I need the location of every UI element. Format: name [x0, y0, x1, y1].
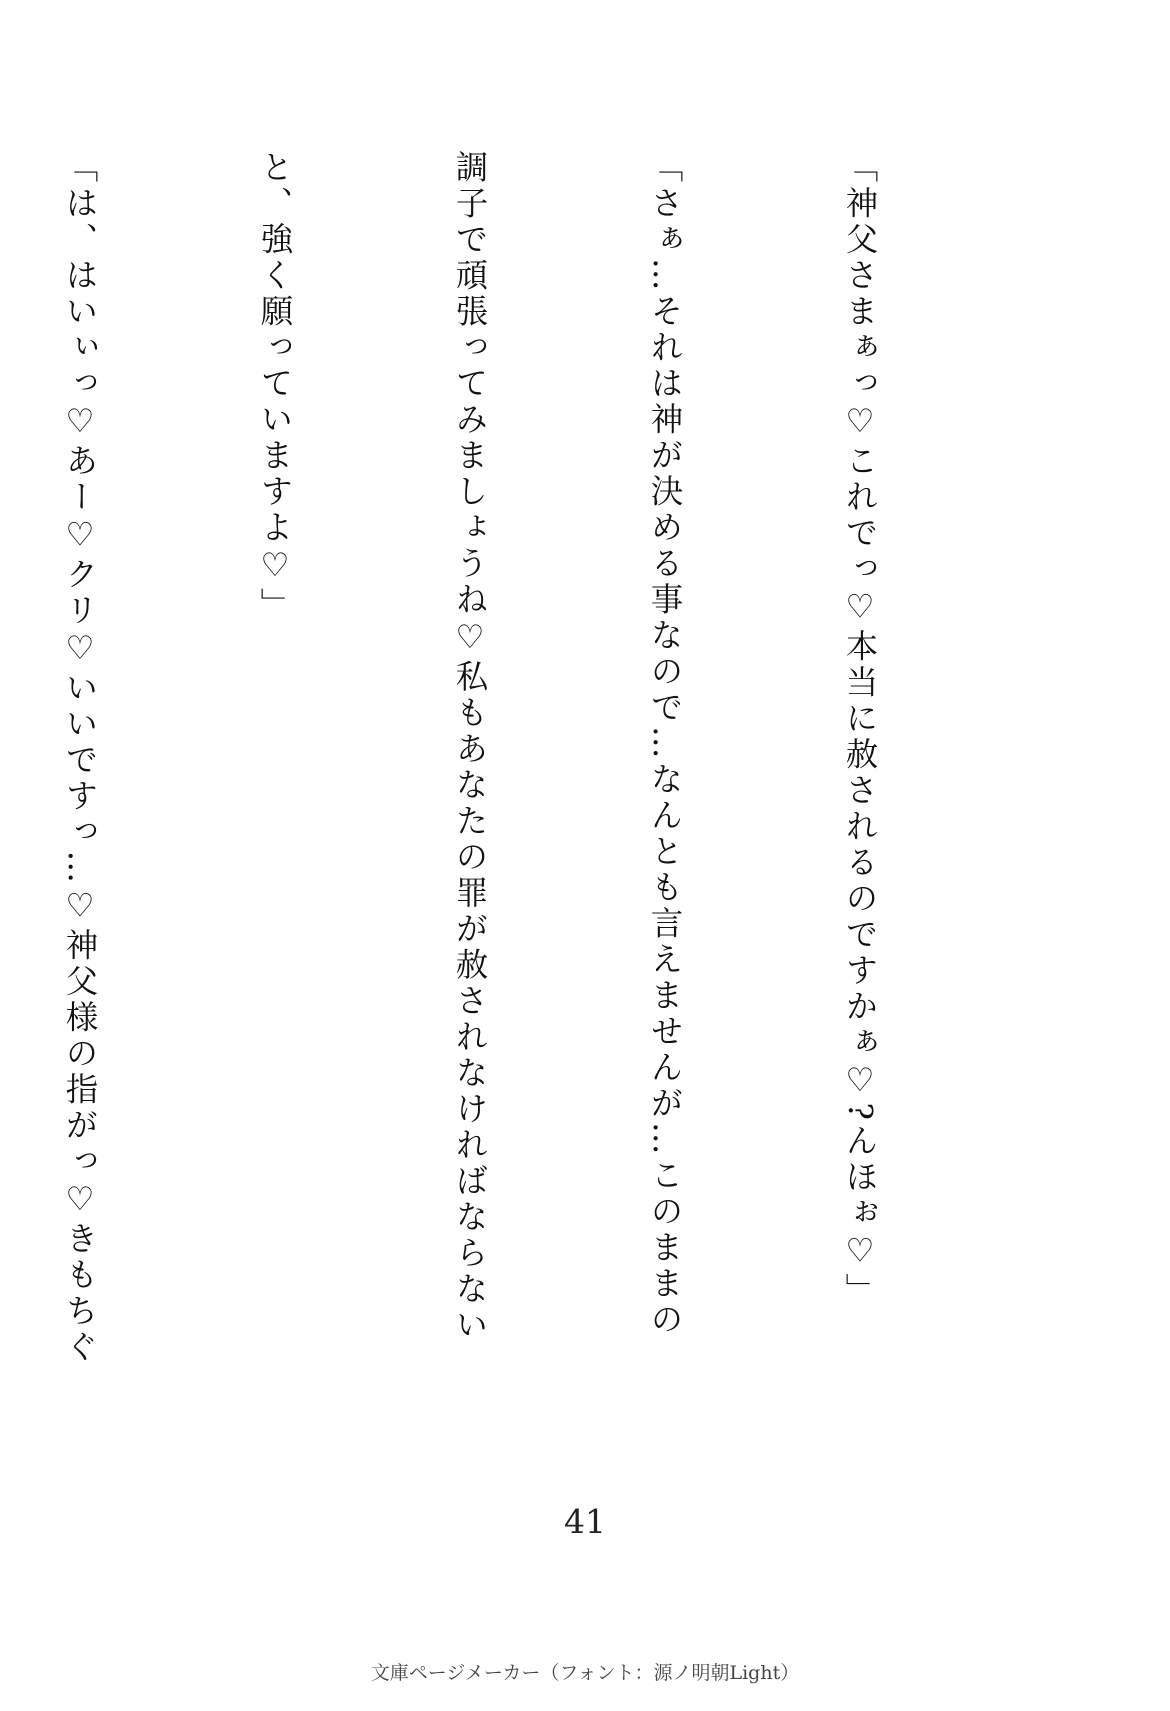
text-line: 調子で頑張ってみましょうね♡私もあなたの罪が赦されなければならない — [451, 150, 489, 1344]
text-line: 「神父さまぁっ♡これでっ♡本当に赦されるのですかぁ♡?んほぉ♡」 — [841, 150, 879, 1309]
vertical-body-text — [61, 150, 1022, 1470]
footer-credit: 文庫ページメーカー（フォント：源ノ明朝Light） — [370, 1662, 800, 1684]
text-line: と、強く願っていますよ♡」 — [256, 150, 294, 624]
page-number: 41 — [564, 1502, 606, 1541]
text-line: 「は、はいぃっ♡あー♡クリ♡いいですっ…♡神父様の指がっ♡きもちぐ — [61, 150, 99, 1366]
text-line: 「さぁ…それは神が決める事なので…なんとも言えませんが…このままの — [646, 150, 684, 1338]
